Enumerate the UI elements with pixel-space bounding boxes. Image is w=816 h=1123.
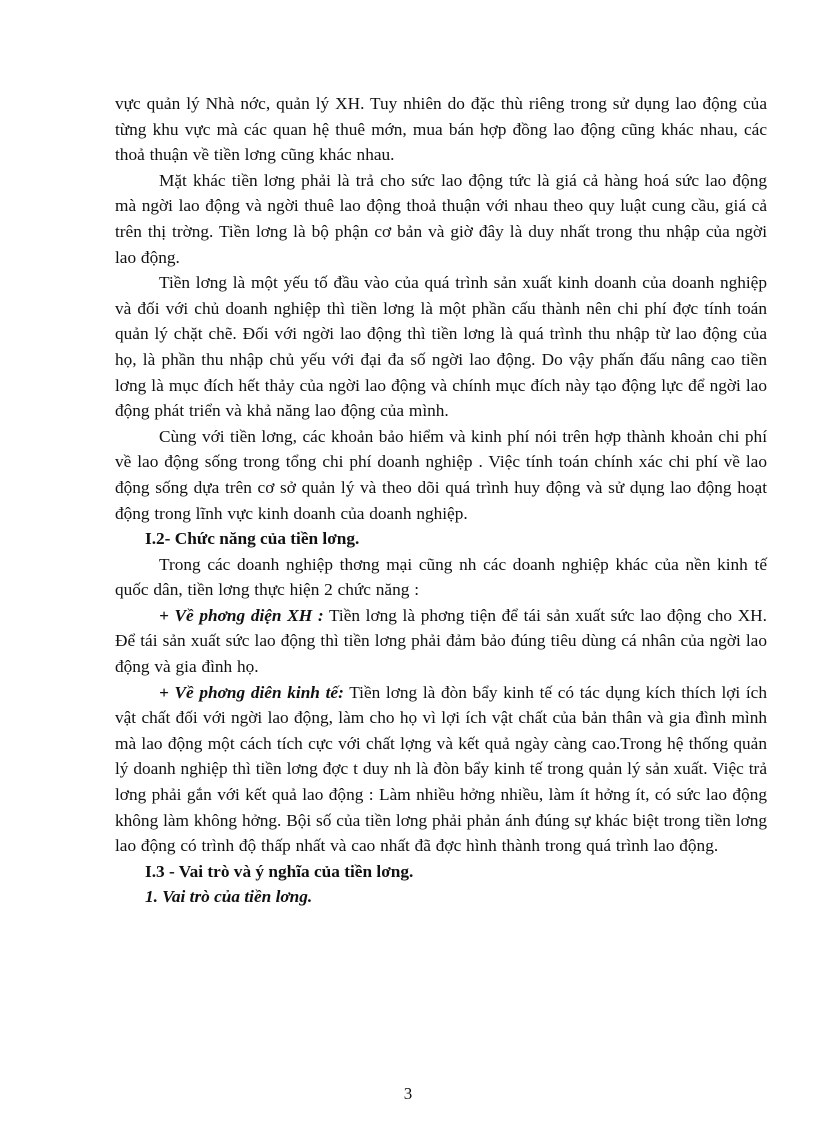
- subheading-role: 1. Vai trò của tiền lơng.: [145, 887, 313, 907]
- function-economic-paragraph: [115, 680, 767, 859]
- function-economic-lead: + Về phơng diên kinh tế:: [159, 682, 344, 702]
- section-heading-1-3: I.3 - Vai trò và ý nghĩa của tiền lơng.: [145, 861, 414, 881]
- page-number: 3: [403, 1084, 413, 1103]
- function-economic-text: Tiền lơng là đòn bẩy kinh tế có tác dụng kích thích lợi ích vật chất đối với ngời lao động, làm cho họ vì lợi ích vật chất của bản thân và gia đình mình mà lao động một cách tích cực với chất lợng và kết quả ngày càng cao.Trong hệ thống quản lý doanh nghiệp thì tiền lơng đợc t duy nh là đòn bẩy kinh tế trong quản lý sản xuất. Việc trả lơng phải gắn với kết quả lao động : Làm nhiều hởng nhiều, làm ít hởng ít, có sức lao động không làm không hởng. Bội số của tiền lơng phải phản ánh đúng sự khác biệt trong tiền lơng lao động có trình độ thấp nhất và cao nhất đã đợc hình thành trong quá trình lao động.: [115, 682, 767, 856]
- section-heading-1-2: I.2- Chức năng của tiền lơng.: [145, 529, 360, 549]
- paragraph-2: Mặt khác tiền lơng phải là trả cho sức lao động tức là giá cả hàng hoá sức lao động mà ngời lao động và ngời thuê lao động thoả thuận với nhau theo quy luật cung cầu, giá cả trên thị trờng. Tiền lơng là bộ phận cơ bản và giờ đây là duy nhất trong thu nhập của ngời lao động.: [115, 170, 767, 267]
- function-social-paragraph: [115, 603, 767, 680]
- function-social-text: Tiền lơng là phơng tiện để tái sản xuất sức lao động cho XH. Để tái sản xuất sức lao động thì tiền lơng phải đảm bảo đúng tiêu dùng cá nhân của ngời lao động và gia đình họ.: [115, 605, 767, 677]
- paragraph-3: Tiền lơng là một yếu tố đầu vào của quá trình sản xuất kinh doanh của doanh nghiệp và đối với chủ doanh nghiệp thì tiền lơng là một phần cấu thành nên chi phí đợc tính toán quản lý chặt chẽ. Đối với ngời lao động thì tiền lơng là quá trình thu nhập từ lao động của họ, là phần thu nhập chủ yếu với đại đa số ngời lao động. Do vậy phấn đấu nâng cao tiền lơng là mục đích hết thảy của ngời lao động và chính mục đích này tạo động lực để ngời lao động phát triển và khả năng lao động của mình.: [115, 273, 767, 421]
- function-social-lead: + Về phơng diện XH :: [159, 605, 324, 625]
- paragraph-1: vực quản lý Nhà nớc, quản lý XH. Tuy nhiên do đặc thù riêng trong sử dụng lao động của từng khu vực mà các quan hệ thuê mớn, mua bán hợp đồng lao động cũng khác nhau, các thoả thuận về tiền lơng cũng khác nhau.: [115, 94, 767, 165]
- section-1-2-intro: Trong các doanh nghiệp thơng mại cũng nh các doanh nghiệp khác của nền kinh tế quốc dân, tiền lơng thực hiện 2 chức năng :: [115, 554, 767, 600]
- document-page: [115, 91, 767, 910]
- paragraph-4: Cùng với tiền lơng, các khoản bảo hiểm và kinh phí nói trên hợp thành khoản chi phí về lao động sống trong tổng chi phí doanh nghiệp . Việc tính toán chính xác chi phí về lao động sống dựa trên cơ sở quản lý và theo dõi quá trình huy động và sử dụng lao động hoạt động trong lĩnh vực kinh doanh của doanh nghiệp.: [115, 426, 767, 523]
